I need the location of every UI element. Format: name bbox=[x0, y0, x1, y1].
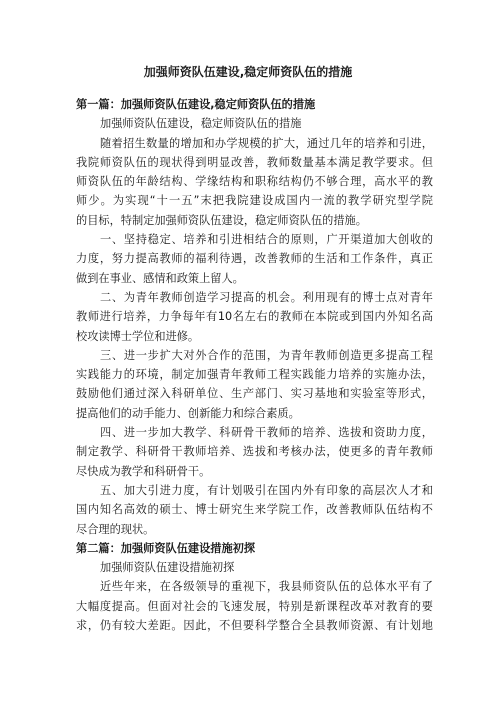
paragraph-line: 校攻读博士学位和进修。 bbox=[76, 329, 200, 343]
paragraph-line: 力度，努力提高教师的福利待遇，改善教师的生活和工作条件，真正 bbox=[76, 252, 433, 266]
paragraph-line: 我院师资队伍的现状得到明显改善，教师数量基本满足教学要求。但 bbox=[76, 155, 433, 169]
paragraph-line: 提高他们的动手能力、创新能力和综合素质。 bbox=[76, 406, 300, 420]
paragraph-line: 加强师资队伍建设，稳定师资队伍的措施 bbox=[100, 117, 302, 131]
paragraph-line: 实践能力的环境，制定加强青年教师工程实践能力培养的实施办法， bbox=[76, 368, 433, 382]
section-heading: 第二篇：加强师资队伍建设措施初探 bbox=[76, 541, 256, 555]
paragraph-line: 教师进行培养，力争每年有10名左右的教师在本院或到国内外知名高 bbox=[76, 310, 433, 324]
paragraph-line: 三、进一步扩大对外合作的范围，为青年教师创造更多提高工程 bbox=[100, 348, 433, 362]
paragraph-line: 二、为青年教师创造学习提高的机会。利用现有的博士点对青年 bbox=[100, 290, 433, 304]
document-body bbox=[76, 95, 433, 635]
paragraph-line: 做到在事业、感情和政策上留人。 bbox=[76, 271, 244, 285]
paragraph-line: 一、坚持稳定、培养和引进相结合的原则，广开渠道加大创收的 bbox=[100, 233, 433, 247]
paragraph-line: 尽快成为教学和科研骨干。 bbox=[76, 464, 211, 478]
paragraph-line: 随着招生数量的增加和办学规模的扩大，通过几年的培养和引进， bbox=[100, 136, 433, 150]
document-title: 加强师资队伍建设,稳定师资队伍的措施 bbox=[143, 65, 353, 79]
paragraph-line: 四、进一步加大教学、科研骨干教师的培养、选拔和资助力度， bbox=[100, 426, 433, 440]
paragraph-line: 尽合理的现状。 bbox=[76, 522, 155, 536]
paragraph-line: 师少。为实现“十一五”末把我院建设成国内一流的教学研究型学院 bbox=[76, 194, 433, 208]
paragraph-line: 国内知名高效的硕士、博士研究生来学院工作，改善教师队伍结构不 bbox=[76, 503, 433, 517]
section-heading: 第一篇：加强师资队伍建设,稳定师资队伍的措施 bbox=[76, 98, 316, 111]
paragraph-line: 加强师资队伍建设措施初探 bbox=[100, 561, 235, 575]
paragraph-line: 大幅度提高。但面对社会的飞速发展，特别是新课程改革对教育的要 bbox=[76, 599, 433, 613]
paragraph-line: 的目标，特制定加强师资队伍建设，稳定师资队伍的措施。 bbox=[76, 213, 367, 227]
paragraph-line: 鼓励他们通过深入科研单位、生产部门、实习基地和实验室等形式， bbox=[76, 387, 433, 401]
paragraph-line: 制定教学、科研骨干教师培养、选拔和考核办法，使更多的青年教师 bbox=[76, 445, 433, 459]
paragraph-line: 求，仍有较大差距。因此，不但要科学整合全县教师资源、有计划地 bbox=[76, 619, 433, 633]
paragraph-line: 师资队伍的年龄结构、学缘结构和职称结构仍不够合理，高水平的教 bbox=[76, 175, 433, 189]
paragraph-line: 近些年来，在各级领导的重视下，我县师资队伍的总体水平有了 bbox=[100, 580, 433, 594]
paragraph-line: 五、加大引进力度，有计划吸引在国内外有印象的高层次人才和 bbox=[100, 483, 433, 497]
